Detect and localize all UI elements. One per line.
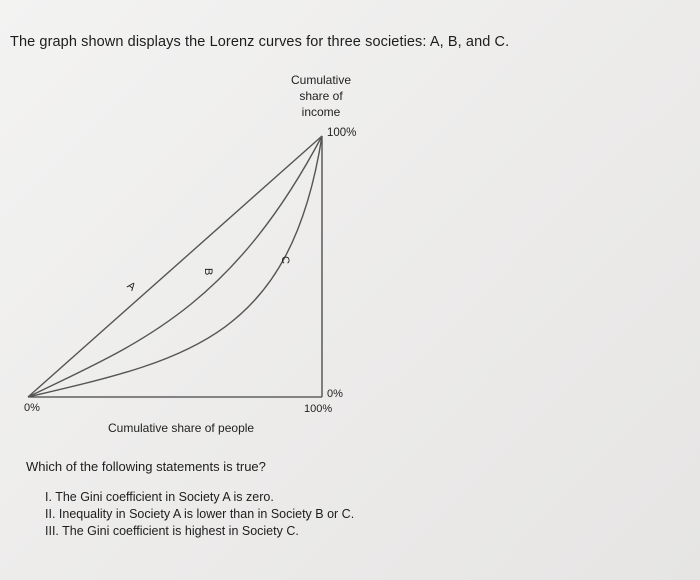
y-axis-label-line-3: income (301, 105, 341, 119)
origin-label: 0% (24, 402, 40, 414)
x-axis-label: Cumulative share of people (108, 421, 255, 435)
statement-1: I. The Gini coefficient in Society A is zero. (45, 490, 274, 504)
question-text: Which of the following statements is true? (26, 459, 266, 474)
intro-text: The graph shown displays the Lorenz curves for three societies: A, B, and C. (10, 34, 510, 50)
curve-a (28, 136, 322, 397)
right-bottom-label: 100% (304, 403, 333, 415)
y-axis-label-line-1: Cumulative (290, 73, 352, 87)
statement-3: III. The Gini coefficient is highest in Society C. (45, 524, 299, 538)
top-value-label: 100% (327, 127, 357, 139)
curve-b-label: B (202, 268, 214, 276)
right-zero-label: 0% (327, 388, 343, 400)
curve-c-label: C (279, 256, 291, 264)
curve-a-label: A (124, 279, 138, 294)
statements-list (45, 489, 354, 540)
statement-2: II. Inequality in Society A is lower than in Society B or C. (45, 507, 355, 521)
y-axis-label-line-2: share of (299, 89, 343, 103)
